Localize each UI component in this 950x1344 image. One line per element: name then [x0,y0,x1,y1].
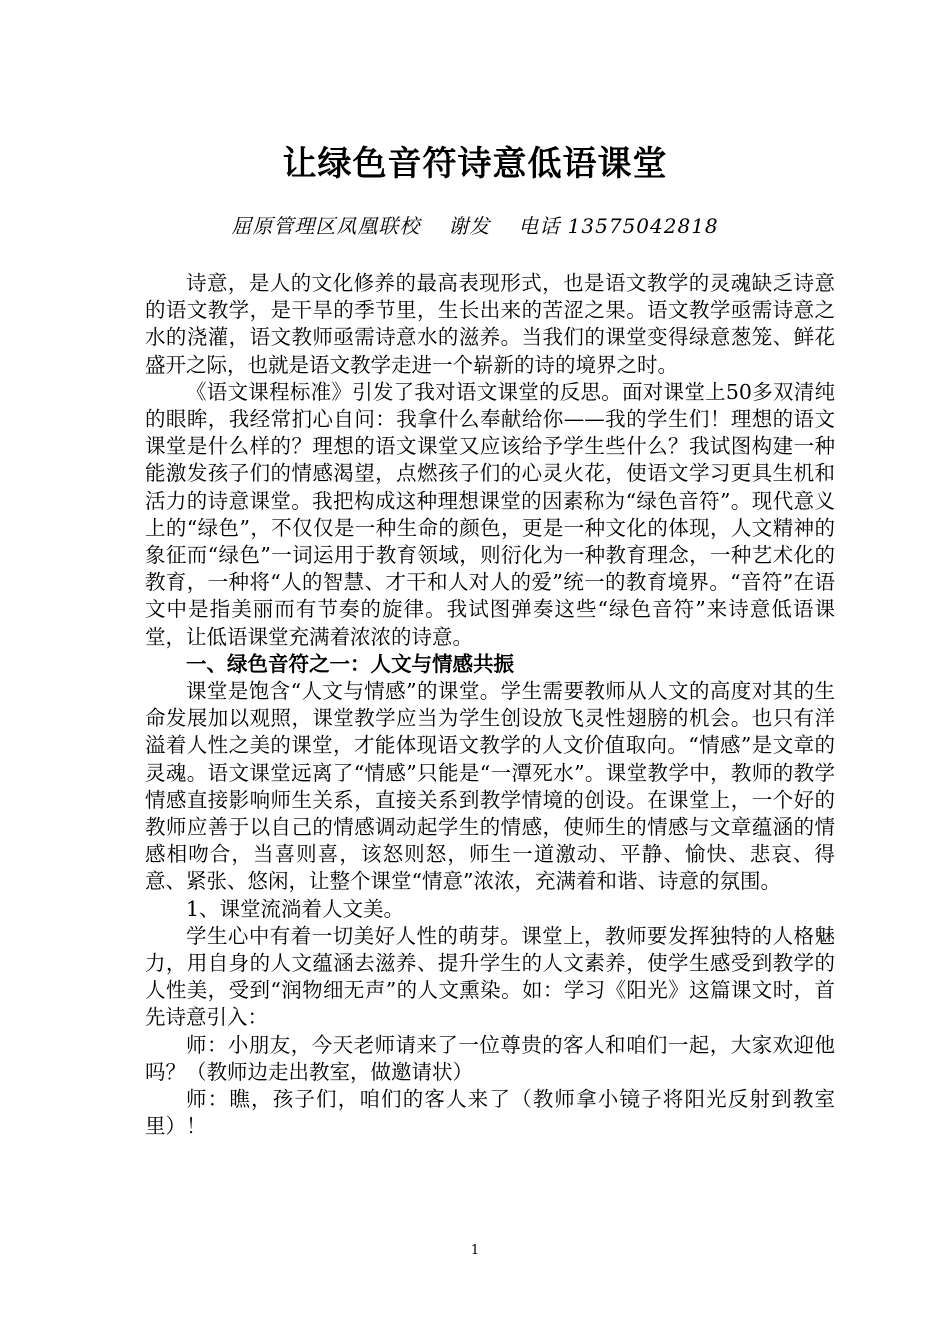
author-byline [0,210,950,239]
phone-number: 电话 13575042818 [518,214,719,238]
section-heading: 一、绿色音符之一：人文与情感共振 [186,651,514,676]
paragraph-dialogue-1: 师：小朋友，今天老师请来了一位尊贵的客人和咱们一起，大家欢迎他吗？（教师边走出教室，做邀请状） [145,1032,835,1084]
paragraph-humanity: 课堂是饱含“人文与情感”的课堂。学生需要教师从人文的高度对其的生命发展加以观照，课堂教学应当为学生创设放飞灵性翅膀的机会。也只有洋溢着人性之美的课堂，才能体现语文教学的人文价值取向。“情感”是文章的灵魂。语文课堂远离了“情感”只能是“一潭死水”。课堂教学中，教师的教学情感直接影响师生关系，直接关系到教学情境的创设。在课堂上，一个好的教师应善于以自己的情感调动起学生的情感，使师生的情感与文章蕴涵的情感相吻合，当喜则喜，该怒则怒，师生一道激动、平静、愉快、悲哀、得意、紧张、悠闲，让整个课堂“情意”浓浓，充满着和谐、诗意的氛围。 [145,679,835,894]
author-name: 谢发 [448,214,491,238]
paragraph-intro: 诗意，是人的文化修养的最高表现形式，也是语文教学的灵魂缺乏诗意的语文教学，是干旱的季节里，生长出来的苦涩之果。语文教学亟需诗意之水的浇灌，语文教师亟需诗意水的滋养。当我们的课堂变得绿意葱笼、鲜花盛开之际，也就是语文教学走进一个崭新的诗的境界之时。 [145,271,835,377]
paragraph-standard: 《语文课程标准》引发了我对语文课堂的反思。面对课堂上50多双清纯的眼眸，我经常扪心自问：我拿什么奉献给你——我的学生们！理想的语文课堂是什么样的？理想的语文课堂又应该给予学生些什么？我试图构建一种能激发孩子们的情感渴望，点燃孩子们的心灵火花，使语文学习更具生机和活力的诗意课堂。我把构成这种理想课堂的因素称为“绿色音符”。现代意义上的“绿色”，不仅仅是一种生命的颜色，更是一种文化的体现，人文精神的象征而“绿色”一词运用于教育领域，则衍化为一种教育理念，一种艺术化的教育，一种将“人的智慧、才干和人对人的爱”统一的教育境界。“音符”在语文中是指美丽而有节奏的旋律。我试图弹奏这些“绿色音符”来诗意低语课堂，让低语课堂充满着浓浓的诗意。 [145,379,835,649]
paragraph-dialogue-2: 师：瞧，孩子们，咱们的客人来了（教师拿小镜子将阳光反射到教室里）！ [145,1087,835,1139]
document-body [145,270,835,1141]
subheading: 1、课堂流淌着人文美。 [186,896,405,921]
page-number: 1 [470,1243,480,1258]
paragraph-example: 学生心中有着一切美好人性的萌芽。课堂上，教师要发挥独特的人格魅力，用自身的人文蕴涵去滋养、提升学生的人文素养，使学生感受到教学的人性美，受到“润物细无声”的人文熏染。如：学习《阳光》这篇课文时，首先诗意引入： [145,923,835,1030]
school-name: 屈原管理区凤凰联校 [231,214,421,238]
document-title: 让绿色音符诗意低语课堂 [282,144,668,184]
